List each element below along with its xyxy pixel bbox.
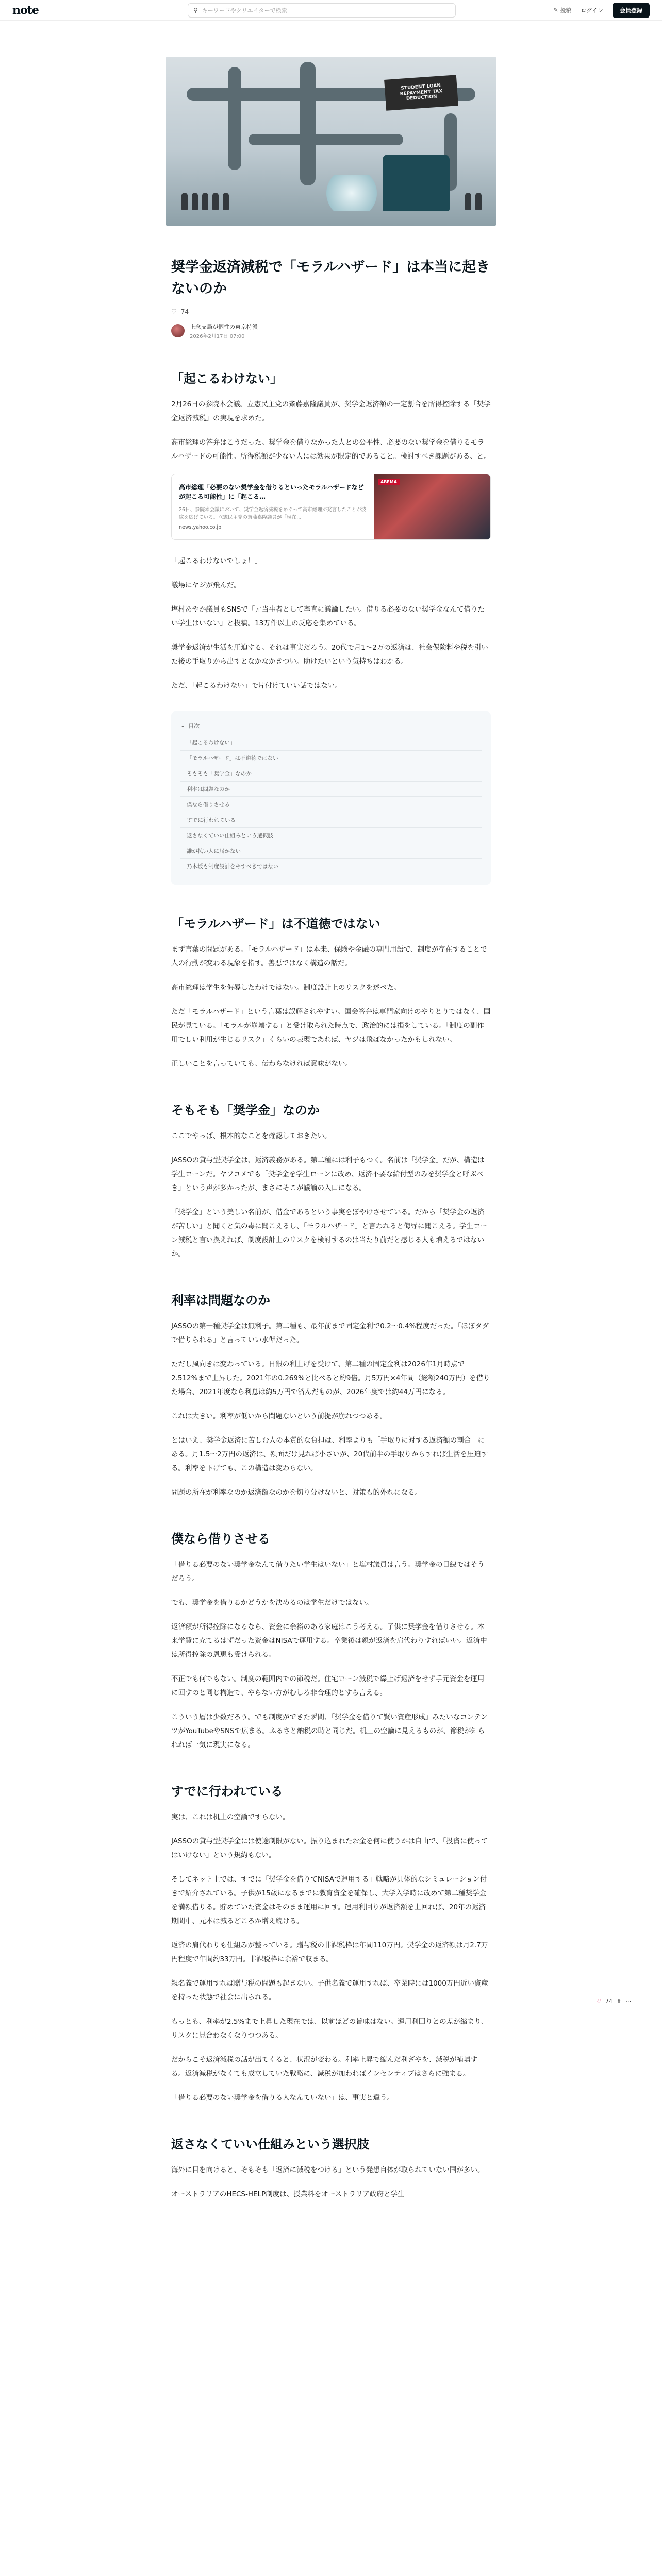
post-label: 投稿 bbox=[560, 7, 572, 14]
paragraph: 問題の所在が利率なのか返済額なのかを切り分けないと、対策も的外れになる。 bbox=[171, 1488, 422, 1497]
floating-like-count: 74 bbox=[605, 1998, 613, 2005]
note-logo[interactable]: note bbox=[12, 3, 39, 17]
section-heading: 「起こるわけない」 bbox=[171, 371, 283, 386]
avatar[interactable] bbox=[171, 324, 185, 337]
like-count: 74 bbox=[180, 308, 189, 315]
post-button[interactable] bbox=[553, 6, 571, 14]
paragraph: 「借りる必要のない奨学金なんて借りたい学生はいない」と塩村議員は言う。奨学金の目線ではそうだろう。 bbox=[171, 1560, 485, 1583]
section-heading: 利率は問題なのか bbox=[171, 1293, 270, 1308]
paragraph: まず言葉の問題がある。「モラルハザード」は本来、保険や金融の専門用語で、制度が存在することで人の行動が変わる現象を指す。善悪ではなく構造の話だ。 bbox=[171, 945, 487, 968]
paragraph: オーストラリアのHECS-HELP制度は、授業料をオーストラリア政府と学生 bbox=[171, 2190, 405, 2198]
heart-icon[interactable]: ♡ bbox=[596, 1998, 601, 2005]
paragraph: 返済額が所得控除になるなら、資金に余裕のある家庭はこう考える。子供に奨学金を借りさせる。本来学費に充てるはずだった資金はNISAで運用する。卒業後は親が返済を肩代わりすればいい。返済中は所得控除の恩恵も受けられる。 bbox=[171, 1622, 487, 1659]
paragraph: 塩村あやか議員もSNSで「元当事者として率直に議論したい。借りる必要のない奨学金なんて借りたい学生はいない」と投稿。13万件以上の反応を集めている。 bbox=[171, 605, 485, 628]
section-heading: 「モラルハザード」は不道徳ではない bbox=[171, 916, 380, 931]
paragraph: 議場にヤジが飛んだ。 bbox=[171, 581, 241, 589]
author-block[interactable] bbox=[171, 323, 491, 340]
toc-item[interactable]: 僕なら借りさせる bbox=[180, 797, 482, 812]
pipe-illustration bbox=[249, 134, 403, 145]
paragraph: そしてネット上では、すでに「奨学金を借りてNISAで運用する」戦略が具体的なシミュレーション付きで紹介されている。子供が15歳になるまでに教育資金を確保し、大学入学時に改めて第二種奨学金を満額借りる。貯めていた資金はそのまま運用に回す。運用利回りが返済額を上回れば、20年の返済期間中、元本は減るどころか増え続ける。 bbox=[171, 1875, 487, 1925]
publish-date: 2026年2月17日 07:00 bbox=[190, 333, 245, 340]
paragraph: こういう層は少数だろう。でも制度ができた瞬間、「奨学金を借りて賢い資産形成」みたいなコンテンツがYouTubeやSNSで広まる。ふるさと納税の時と同じだ。机上の空論に見えるものが、節税が知られれば一気に現実になる。 bbox=[171, 1713, 488, 1749]
person-figure bbox=[475, 193, 482, 210]
person-figure bbox=[202, 193, 208, 210]
toc-item[interactable]: 乃木坂も制度設計をやすべきではない bbox=[180, 859, 482, 874]
paragraph: JASSOの貸与型奨学金には使途制限がない。振り込まれたお金を何に使うかは自由で、「投資に使ってはいけない」という規約もない。 bbox=[171, 1837, 488, 1859]
paragraph: これは大きい。利率が低いから問題ないという前提が崩れつつある。 bbox=[171, 1412, 387, 1420]
pipe-illustration bbox=[300, 62, 316, 185]
paragraph: ここでやっぱ、根本的なことを確認しておきたい。 bbox=[171, 1131, 332, 1140]
person-figure bbox=[223, 193, 229, 210]
article-title: 奨学金返済減税で「モラルハザード」は本当に起きないのか bbox=[171, 259, 490, 297]
embedded-link-card[interactable] bbox=[171, 474, 491, 540]
chevron-down-icon: ⌄ bbox=[180, 722, 186, 730]
paragraph: 「借りる必要のない奨学金を借りる人なんていない」は、事実と違う。 bbox=[171, 2093, 394, 2102]
paragraph: ただ「モラルハザード」という言葉は誤解されやすい。国会答弁は専門家向けのやりとりではなく、国民が見ている。「モラルが崩壊する」と受け取られた時点で、政治的には損をしている。「制度の副作用でしい利用が生じるリスク」くらいの表現であれば、ヤジは飛ばなかったかもしれない。 bbox=[171, 1007, 491, 1044]
search-icon: ⚲ bbox=[193, 6, 198, 14]
person-figure bbox=[192, 193, 198, 210]
hero-sign: STUDENT LOAN REPAYMENT TAX DEDUCTION bbox=[384, 75, 458, 111]
search-box[interactable] bbox=[188, 3, 456, 18]
paragraph: JASSOの貸与型奨学金は、返済義務がある。第二種には利子もつく。名前は「奨学金」だが、構造は学生ローンだ。ヤフコメでも「奨学金を学生ローンに改め、返済不要な給付型のみを奨学金と呼ぶべき」という声が多かったが、まさにそこが議論の入口になる。 bbox=[171, 1156, 485, 1192]
link-card-domain: news.yahoo.co.jp bbox=[179, 524, 222, 531]
table-of-contents bbox=[171, 711, 491, 885]
section-heading: そもそも「奨学金」なのか bbox=[171, 1103, 320, 1117]
signup-button[interactable]: 会員登録 bbox=[613, 3, 650, 18]
person-figure bbox=[181, 193, 188, 210]
person-figure bbox=[212, 193, 219, 210]
paragraph: JASSOの第一種奨学金は無利子。第二種も、最年前まで固定金利で0.2〜0.4%程度だった。「ほぼタダで借りられる」と言っていい水準だった。 bbox=[171, 1321, 489, 1344]
section-heading: すでに行われている bbox=[171, 1784, 283, 1799]
paragraph: 実は、これは机上の空論ですらない。 bbox=[171, 1812, 290, 1821]
link-card-text bbox=[172, 474, 374, 539]
link-card-title: 高市総理「必要のない奨学金を借りるといったモラルハザードなどが起こる可能性」に「起こる… bbox=[179, 483, 364, 501]
paragraph: 高市総理の答弁はこうだった。奨学金を借りなかった人との公平性、必要のない奨学金を借りるモラルハザードの可能性。所得税額が少ない人には効果が限定的であること。検討すべき課題がある、と。 bbox=[171, 438, 491, 461]
hero-wrapper bbox=[166, 57, 496, 226]
like-row bbox=[171, 308, 491, 315]
paragraph: 親名義で運用すれば贈与税の問題も起きない。子供名義で運用すれば、卒業時には1000万円近い資産を持った状態で社会に出られる。 bbox=[171, 1979, 488, 2002]
toc-item[interactable]: 「モラルハザード」は不道徳ではない bbox=[180, 751, 482, 766]
search-placeholder: キーワードやクリエイターで検索 bbox=[202, 7, 287, 14]
paragraph: ただ、「起こるわけない」で片付けていい話ではない。 bbox=[171, 681, 342, 690]
login-button[interactable]: ログイン bbox=[581, 7, 603, 14]
toc-item[interactable]: 「起こるわけない」 bbox=[180, 735, 482, 751]
link-card-description: 26日、参院本会議において、奨学金返済減税をめぐって高市総理が発言したことが波紋を広げている。立憲民主党の斎藤嘉隆議員が「現在… bbox=[179, 506, 367, 521]
heart-icon[interactable]: ♡ bbox=[171, 308, 177, 315]
paragraph: 不正でも何でもない。制度の範囲内での節税だ。住宅ローン減税で繰上げ返済をせず手元資金を運用に回すのと同じ構造で、やらない方がむしろ非合理的とすら言える。 bbox=[171, 1674, 485, 1697]
section-heading: 僕なら借りさせる bbox=[171, 1531, 270, 1546]
paragraph: 奨学金返済が生活を圧迫する。それは事実だろう。20代で月1〜2万の返済は、社会保険料や税を引いた後の手取りから出すとなかなかきつい。助けたいという気持ちはわかる。 bbox=[171, 643, 488, 666]
toc-item[interactable]: すでに行われている bbox=[180, 812, 482, 828]
paragraph: 返済の肩代わりも仕組みが整っている。贈与税の非課税枠は年間110万円。奨学金の返済額は月2.7万円程度で年間約33万円。非課税枠に余裕で収まる。 bbox=[171, 1941, 488, 1963]
author-name[interactable]: 上念支局が個性の東京特派 bbox=[190, 323, 258, 330]
more-icon[interactable]: ⋯ bbox=[625, 1998, 632, 2005]
paragraph: もっとも、利率が2.5%まで上昇した現在では、以前ほどの旨味はない。運用利回りとの差が縮まり、リスクに見合わなくなりつつある。 bbox=[171, 2017, 488, 2040]
top-header bbox=[0, 0, 662, 21]
toc-item[interactable]: 利率は問題なのか bbox=[180, 782, 482, 797]
link-card-thumbnail bbox=[374, 474, 490, 539]
paragraph: 「奨学金」という美しい名前が、借金であるという事実をぼやけさせている。だから「奨学金の返済が苦しい」と聞くと気の毒に聞こえるし、「モラルハザード」と言われると侮辱に聞こえる。学生ローン減税と言い換えれば、制度設計上のリスクを検討するのは当たり前だと感じる人も増えるではないか。 bbox=[171, 1208, 487, 1258]
paragraph: 2月26日の参院本会議。立憲民主党の斎藤嘉隆議員が、奨学金返済額の一定割合を所得控除する「奨学金返済減税」の実現を求めた。 bbox=[171, 400, 491, 422]
hero-image bbox=[166, 57, 496, 226]
article-body bbox=[171, 257, 491, 2201]
toc-item[interactable]: 誰が払い人に届かない bbox=[180, 843, 482, 859]
paragraph: とはいえ、奨学金返済に苦しむ人の本質的な負担は、利率よりも「手取りに対する返済額の割合」にある。月1.5〜2万円の返済は、額面だけ見れば小さいが、20代前半の手取りからすれば生活を圧迫する。利率を下げても、この構造は変わらない。 bbox=[171, 1436, 488, 1472]
paragraph: ただし風向きは変わっている。日銀の利上げを受けて、第二種の固定金利は2026年1月時点で2.512%まで上昇した。2021年の0.269%と比べると約9倍。月5万円×4年間（総額240万円）を借りた場合、2021年度なら利息は約5万円で済んだものが、2026年度では約44万円になる。 bbox=[171, 1360, 490, 1396]
paragraph: 「起こるわけないでしょ！」 bbox=[171, 556, 262, 565]
toc-item[interactable]: そもそも「奨学金」なのか bbox=[180, 766, 482, 782]
section-heading: 返さなくていい仕組みという選択肢 bbox=[171, 2137, 369, 2151]
toc-title: 目次 bbox=[188, 722, 200, 730]
floating-actions bbox=[596, 1998, 631, 2005]
paragraph: だからこそ返済減税の話が出てくると、状況が変わる。利率上昇で縮んだ利ざやを、減税が補填する。返済減税がなくても成立していた戦略に、減税が加わればインセンティブはさらに強まる。 bbox=[171, 2055, 477, 2078]
paragraph: 高市総理は学生を侮辱したわけではない。制度設計上のリスクを述べた。 bbox=[171, 983, 401, 992]
paragraph: でも、奨学金を借りるかどうかを決めるのは学生だけではない。 bbox=[171, 1598, 373, 1607]
news-badge: ABEMA bbox=[378, 479, 400, 485]
toc-header[interactable] bbox=[180, 722, 482, 730]
tank-illustration bbox=[383, 155, 450, 211]
pencil-icon: ✎ bbox=[553, 7, 558, 13]
header-actions bbox=[553, 3, 650, 18]
liquid-illustration bbox=[321, 175, 383, 211]
paragraph: 正しいことを言っていても、伝わらなければ意味がない。 bbox=[171, 1059, 352, 1068]
toc-item[interactable]: 返さなくていい仕組みという選択肢 bbox=[180, 828, 482, 843]
share-icon[interactable]: ⇧ bbox=[616, 1998, 622, 2005]
person-figure bbox=[465, 193, 471, 210]
pipe-illustration bbox=[228, 67, 241, 170]
paragraph: 海外に目を向けると、そもそも「返済に減税をつける」という発想自体が取られていない国が多い。 bbox=[171, 2165, 485, 2174]
